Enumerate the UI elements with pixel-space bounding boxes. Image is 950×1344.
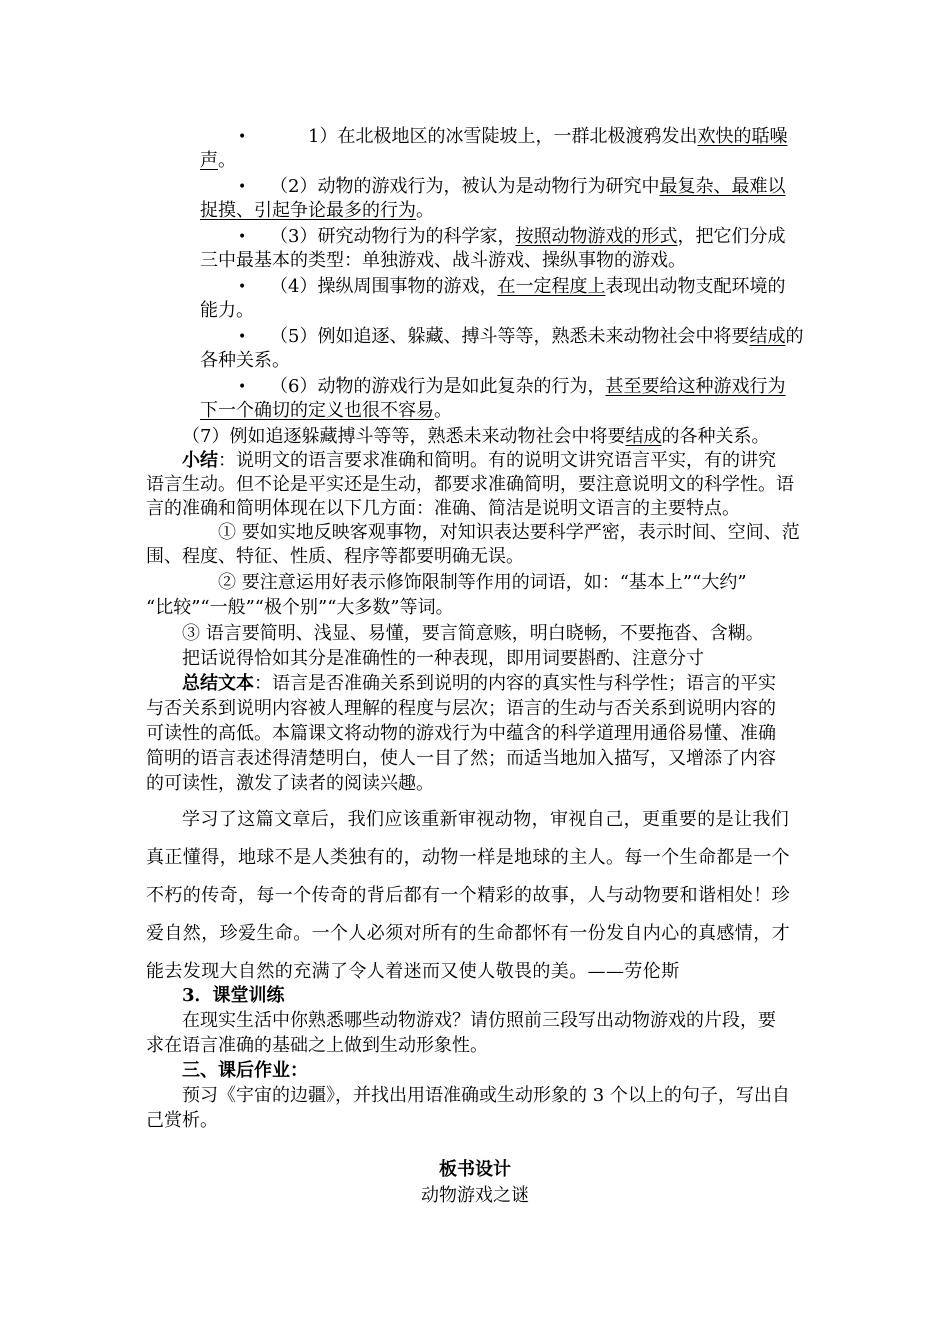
board-design-subtitle: 动物游戏之谜 [421, 1185, 529, 1206]
bullet-4-line-1: （4）操纵周围事物的游戏，在一定程度上表现出动物支配环境的 [270, 276, 786, 297]
summary-line-3: 言的准确和简明体现在以下几方面：准确、简洁是说明文语言的主要特点。 [146, 498, 740, 519]
item-7: （7）例如追逐躲藏搏斗等等，熟悉未来动物社会中将要结成的各种关系。 [182, 426, 770, 447]
bullet-6-line-1: （6）动物的游戏行为是如此复杂的行为，甚至要给这种游戏行为 [270, 376, 786, 397]
conclusion-line-1: 总结文本：语言是否准确关系到说明的内容的真实性与科学性；语言的平实 [182, 673, 776, 694]
bullet-3-line-1: （3）研究动物行为的科学家，按照动物游戏的形式，把它们分成 [270, 226, 786, 247]
summary-line-1: 小结：说明文的语言要求准确和简明。有的说明文讲究语言平实，有的讲究 [182, 450, 776, 471]
bullet-2-line-2: 捉摸、引起争论最多的行为。 [200, 200, 434, 221]
bullet-1-line-2: 声。 [200, 150, 236, 171]
bullet-5-line-1: （5）例如追逐、躲藏、搏斗等等，熟悉未来动物社会中将要结成的 [270, 326, 804, 347]
summary-label: 小结 [182, 450, 218, 471]
reflection-line-5: 能去发现大自然的充满了令人着迷而又使人敬畏的美。——劳伦斯 [146, 961, 680, 982]
bullet-3-line-2: 三中最基本的类型：单独游戏、战斗游戏、操纵事物的游戏。 [200, 250, 686, 271]
reflection-line-3: 不朽的传奇，每一个传奇的背后都有一个精彩的故事，人与动物要和谐相处！珍 [146, 885, 790, 906]
bullet-4-line-2: 能力。 [200, 300, 254, 321]
training-line-1: 在现实生活中你熟悉哪些动物游戏？请仿照前三段写出动物游戏的片段，要 [182, 1010, 776, 1031]
conclusion-line-2: 与否关系到说明内容被人理解的程度与层次；语言的生动与否关系到说明内容的 [146, 698, 776, 719]
summary-point-2-line-1: ② 要注意运用好表示修饰限制等作用的词语，如：“基本上”“大约” [218, 572, 747, 593]
board-design-title: 板书设计 [439, 1159, 511, 1180]
bullet-6-line-2: 下一个确切的定义也很不容易。 [200, 400, 452, 421]
homework-line-1: 预习《宇宙的边疆》，并找出用语准确或生动形象的 3 个以上的句子，写出自 [182, 1085, 790, 1106]
conclusion-label: 总结文本 [182, 673, 254, 694]
bullet-5-line-2: 各种关系。 [200, 350, 290, 371]
summary-point-1-line-2: 围、程度、特征、性质、程序等都要明确无误。 [146, 546, 524, 567]
reflection-line-1: 学习了这篇文章后，我们应该重新审视动物，审视自己，更重要的是让我们 [182, 809, 790, 830]
bullet-marker: • [238, 179, 247, 195]
bullet-marker: • [238, 229, 247, 245]
homework-heading: 三、课后作业： [182, 1060, 308, 1081]
summary-point-4: 把话说得恰如其分是准确性的一种表现，即用词要斟酌、注意分寸 [182, 648, 704, 669]
bullet-marker: • [238, 279, 247, 295]
summary-point-2-line-2: “比较”“一般”“极个别”“大多数”等词。 [146, 597, 454, 618]
bullet-marker: • [238, 129, 247, 145]
conclusion-line-5: 的可读性，激发了读者的阅读兴趣。 [146, 773, 434, 794]
bullet-marker: • [238, 329, 247, 345]
conclusion-line-3: 可读性的高低。本篇课文将动物的游戏行为中蕴含的科学道理用通俗易懂、准确 [146, 723, 776, 744]
summary-line-2: 语言生动。但不论是平实还是生动，都要求准确简明，要注意说明文的科学性。语 [146, 474, 794, 495]
summary-point-3: ③ 语言要简明、浅显、易懂，要言简意赅，明白晓畅，不要拖沓、含糊。 [182, 623, 764, 644]
training-line-2: 求在语言准确的基础之上做到生动形象性。 [146, 1035, 488, 1056]
bullet-2-line-1: （2）动物的游戏行为，被认为是动物行为研究中最复杂、最难以 [270, 176, 786, 197]
training-heading: 3．课堂训练 [182, 985, 285, 1006]
summary-point-1-line-1: ① 要如实地反映客观事物，对知识表达要科学严密，表示时间、空间、范 [218, 522, 800, 543]
conclusion-line-4: 简明的语言表述得清楚明白，使人一目了然；而适当地加入描写，又增添了内容 [146, 748, 776, 769]
reflection-line-2: 真正懂得，地球不是人类独有的，动物一样是地球的主人。每一个生命都是一个 [146, 847, 790, 868]
homework-line-2: 己赏析。 [146, 1110, 218, 1131]
bullet-marker: • [238, 379, 247, 395]
bullet-1-line-1: 1）在北极地区的冰雪陡坡上，一群北极渡鸦发出欢快的聒噪 [308, 126, 788, 147]
reflection-line-4: 爱自然，珍爱生命。一个人必须对所有的生命都怀有一份发自内心的真感情，才 [146, 923, 790, 944]
